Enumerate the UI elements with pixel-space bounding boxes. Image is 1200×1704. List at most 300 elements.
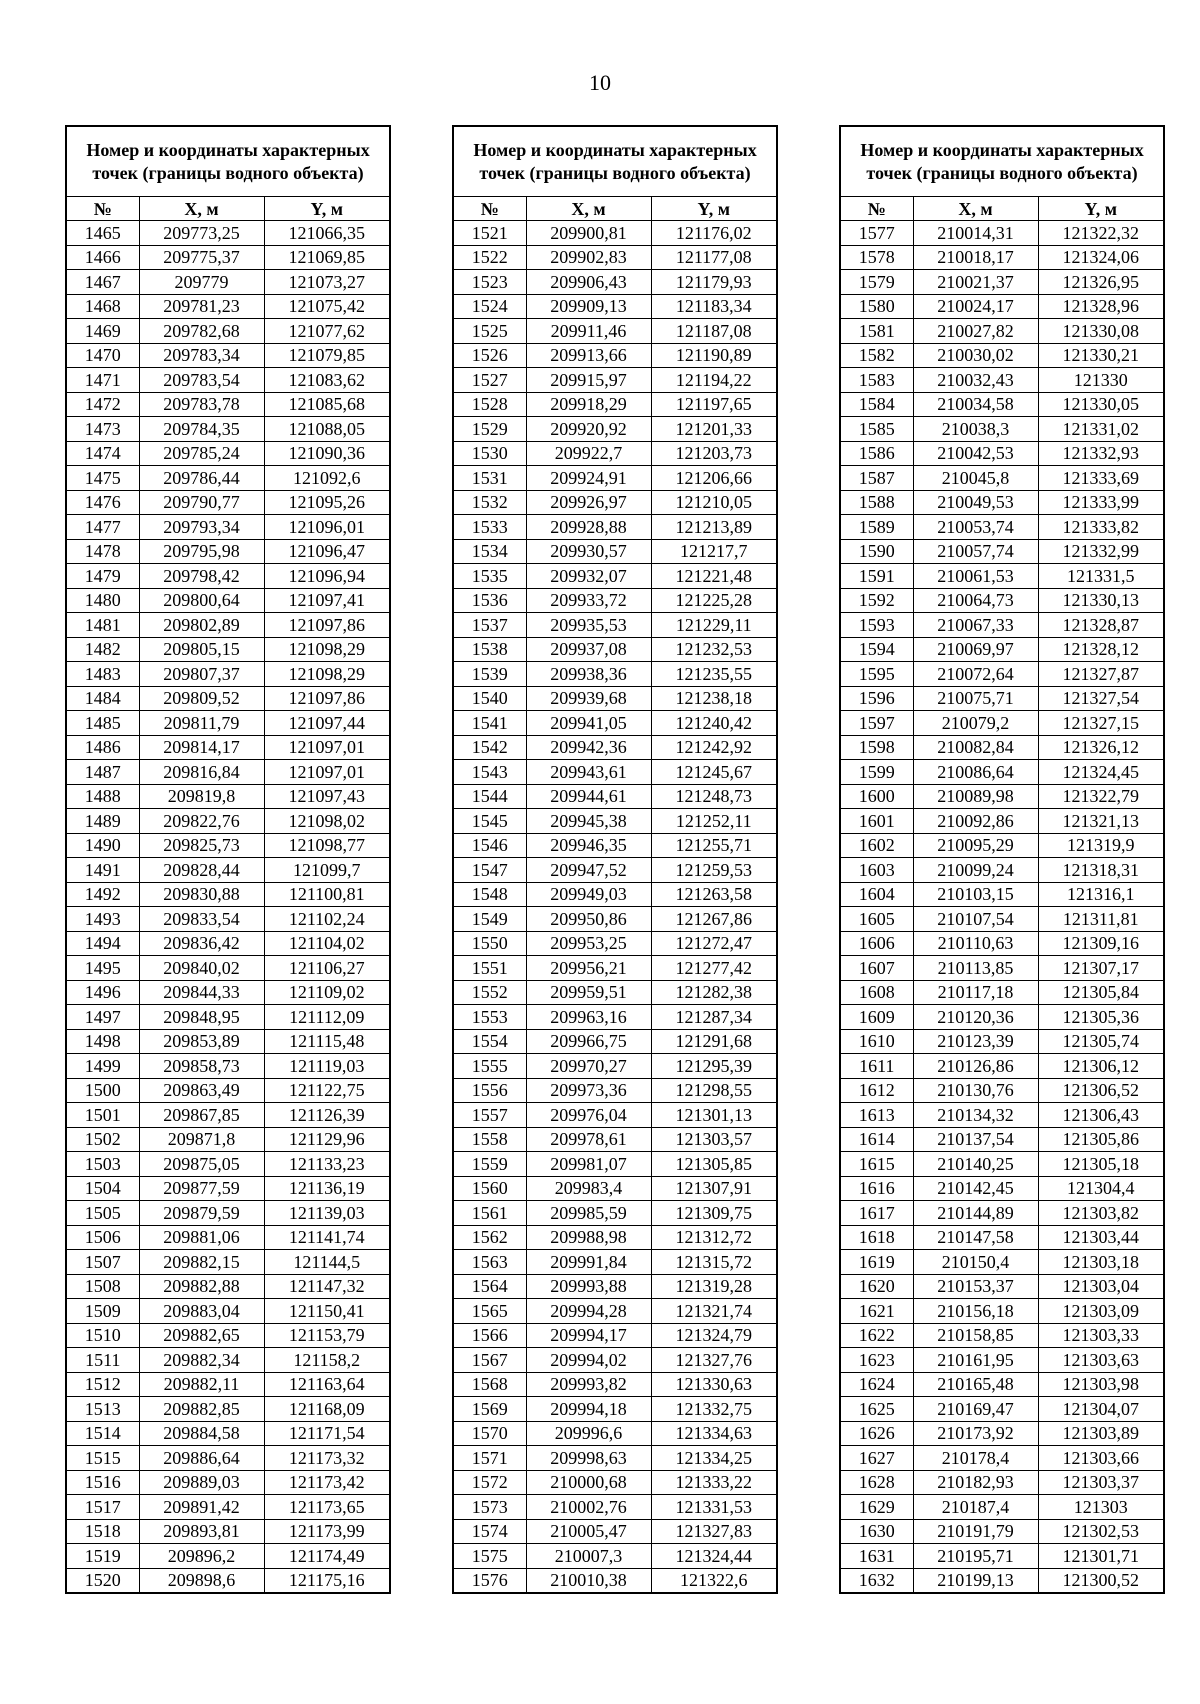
table-row [453, 1421, 777, 1446]
column-header-number: № [66, 197, 139, 221]
y-coordinate-cell: 121183,34 [651, 294, 777, 319]
table-row [453, 1152, 777, 1177]
x-coordinate-cell: 209844,33 [139, 980, 264, 1005]
table-row [453, 1274, 777, 1299]
table-row [66, 931, 390, 956]
table-row [840, 784, 1164, 809]
x-coordinate-cell: 210147,58 [913, 1225, 1038, 1250]
point-number-cell: 1567 [453, 1348, 526, 1373]
point-number-cell: 1580 [840, 294, 913, 319]
point-number-cell: 1623 [840, 1348, 913, 1373]
point-number-cell: 1581 [840, 319, 913, 344]
x-coordinate-cell: 210092,86 [913, 809, 1038, 834]
table-row [840, 270, 1164, 295]
table-row [66, 245, 390, 270]
point-number-cell: 1573 [453, 1495, 526, 1520]
point-number-cell: 1492 [66, 882, 139, 907]
table-row [66, 637, 390, 662]
table-row [453, 466, 777, 491]
x-coordinate-cell: 210072,64 [913, 662, 1038, 687]
point-number-cell: 1613 [840, 1103, 913, 1128]
y-coordinate-cell: 121232,53 [651, 637, 777, 662]
point-number-cell: 1493 [66, 907, 139, 932]
x-coordinate-cell: 210075,71 [913, 686, 1038, 711]
x-coordinate-cell: 209882,34 [139, 1348, 264, 1373]
x-coordinate-cell: 210144,89 [913, 1201, 1038, 1226]
x-coordinate-cell: 209879,59 [139, 1201, 264, 1226]
table-row [840, 662, 1164, 687]
point-number-cell: 1527 [453, 368, 526, 393]
y-coordinate-cell: 121303,82 [1038, 1201, 1164, 1226]
table-row [66, 221, 390, 246]
y-coordinate-cell: 121334,63 [651, 1421, 777, 1446]
table-row [453, 515, 777, 540]
x-coordinate-cell: 209811,79 [139, 711, 264, 736]
table-row [453, 1201, 777, 1226]
y-coordinate-cell: 121097,86 [264, 613, 390, 638]
x-coordinate-cell: 209809,52 [139, 686, 264, 711]
table-row [66, 1078, 390, 1103]
table-row [66, 686, 390, 711]
y-coordinate-cell: 121073,27 [264, 270, 390, 295]
x-coordinate-cell: 209993,82 [526, 1372, 651, 1397]
point-number-cell: 1589 [840, 515, 913, 540]
point-number-cell: 1587 [840, 466, 913, 491]
x-coordinate-cell: 209891,42 [139, 1495, 264, 1520]
point-number-cell: 1628 [840, 1470, 913, 1495]
x-coordinate-cell: 209783,78 [139, 392, 264, 417]
point-number-cell: 1555 [453, 1054, 526, 1079]
y-coordinate-cell: 121112,09 [264, 1005, 390, 1030]
table-row [453, 858, 777, 883]
table-row [66, 1323, 390, 1348]
table-row [66, 711, 390, 736]
y-coordinate-cell: 121330 [1038, 368, 1164, 393]
point-number-cell: 1600 [840, 784, 913, 809]
point-number-cell: 1564 [453, 1274, 526, 1299]
point-number-cell: 1612 [840, 1078, 913, 1103]
y-coordinate-cell: 121221,48 [651, 564, 777, 589]
table-row [66, 907, 390, 932]
point-number-cell: 1608 [840, 980, 913, 1005]
y-coordinate-cell: 121150,41 [264, 1299, 390, 1324]
x-coordinate-cell: 209833,54 [139, 907, 264, 932]
y-coordinate-cell: 121201,33 [651, 417, 777, 442]
table-row [66, 980, 390, 1005]
y-coordinate-cell: 121238,18 [651, 686, 777, 711]
point-number-cell: 1569 [453, 1397, 526, 1422]
coordinates-table-3 [839, 125, 1165, 1594]
x-coordinate-cell: 209882,15 [139, 1250, 264, 1275]
point-number-cell: 1479 [66, 564, 139, 589]
point-number-cell: 1520 [66, 1568, 139, 1593]
table-row [453, 588, 777, 613]
y-coordinate-cell: 121332,99 [1038, 539, 1164, 564]
x-coordinate-cell: 209978,61 [526, 1127, 651, 1152]
x-coordinate-cell: 209884,58 [139, 1421, 264, 1446]
table-body [66, 221, 390, 1594]
y-coordinate-cell: 121303,98 [1038, 1372, 1164, 1397]
x-coordinate-cell: 209913,66 [526, 343, 651, 368]
table-row [66, 539, 390, 564]
y-coordinate-cell: 121179,93 [651, 270, 777, 295]
point-number-cell: 1582 [840, 343, 913, 368]
point-number-cell: 1560 [453, 1176, 526, 1201]
y-coordinate-cell: 121322,79 [1038, 784, 1164, 809]
point-number-cell: 1615 [840, 1152, 913, 1177]
y-coordinate-cell: 121213,89 [651, 515, 777, 540]
column-header-x: X, м [139, 197, 264, 221]
point-number-cell: 1518 [66, 1519, 139, 1544]
point-number-cell: 1593 [840, 613, 913, 638]
x-coordinate-cell: 209853,89 [139, 1029, 264, 1054]
x-coordinate-cell: 209956,21 [526, 956, 651, 981]
y-coordinate-cell: 121333,99 [1038, 490, 1164, 515]
table-row [840, 1299, 1164, 1324]
y-coordinate-cell: 121333,22 [651, 1470, 777, 1495]
point-number-cell: 1565 [453, 1299, 526, 1324]
coordinates-table-1 [65, 125, 391, 1594]
y-coordinate-cell: 121330,13 [1038, 588, 1164, 613]
y-coordinate-cell: 121099,7 [264, 858, 390, 883]
table-row [453, 319, 777, 344]
table-row [840, 1544, 1164, 1569]
table-row [840, 1078, 1164, 1103]
table-row [840, 588, 1164, 613]
x-coordinate-cell: 210187,4 [913, 1495, 1038, 1520]
point-number-cell: 1471 [66, 368, 139, 393]
point-number-cell: 1618 [840, 1225, 913, 1250]
table-row [453, 1348, 777, 1373]
point-number-cell: 1507 [66, 1250, 139, 1275]
table-row [66, 1348, 390, 1373]
x-coordinate-cell: 210195,71 [913, 1544, 1038, 1569]
point-number-cell: 1629 [840, 1495, 913, 1520]
x-coordinate-cell: 209920,92 [526, 417, 651, 442]
column-header-number: № [840, 197, 913, 221]
x-coordinate-cell: 210140,25 [913, 1152, 1038, 1177]
x-coordinate-cell: 209830,88 [139, 882, 264, 907]
point-number-cell: 1508 [66, 1274, 139, 1299]
point-number-cell: 1476 [66, 490, 139, 515]
point-number-cell: 1576 [453, 1568, 526, 1593]
table-row [840, 760, 1164, 785]
x-coordinate-cell: 209959,51 [526, 980, 651, 1005]
y-coordinate-cell: 121098,29 [264, 662, 390, 687]
y-coordinate-cell: 121327,76 [651, 1348, 777, 1373]
point-number-cell: 1504 [66, 1176, 139, 1201]
x-coordinate-cell: 209893,81 [139, 1519, 264, 1544]
y-coordinate-cell: 121066,35 [264, 221, 390, 246]
y-coordinate-cell: 121171,54 [264, 1421, 390, 1446]
point-number-cell: 1540 [453, 686, 526, 711]
point-number-cell: 1489 [66, 809, 139, 834]
y-coordinate-cell: 121328,12 [1038, 637, 1164, 662]
table-row [453, 1544, 777, 1569]
y-coordinate-cell: 121088,05 [264, 417, 390, 442]
x-coordinate-cell: 210027,82 [913, 319, 1038, 344]
x-coordinate-cell: 210021,37 [913, 270, 1038, 295]
y-coordinate-cell: 121295,39 [651, 1054, 777, 1079]
point-number-cell: 1621 [840, 1299, 913, 1324]
table-row [66, 1005, 390, 1030]
x-coordinate-cell: 209928,88 [526, 515, 651, 540]
table-row [840, 1005, 1164, 1030]
point-number-cell: 1472 [66, 392, 139, 417]
y-coordinate-cell: 121115,48 [264, 1029, 390, 1054]
table-row [66, 392, 390, 417]
coordinates-table-2 [452, 125, 778, 1594]
x-coordinate-cell: 210107,54 [913, 907, 1038, 932]
x-coordinate-cell: 209816,84 [139, 760, 264, 785]
table-row [66, 1201, 390, 1226]
point-number-cell: 1485 [66, 711, 139, 736]
table-row [66, 1274, 390, 1299]
y-coordinate-cell: 121242,92 [651, 735, 777, 760]
table-title: Номер и координаты характерных точек (границы водного объекта) [66, 126, 390, 197]
y-coordinate-cell: 121301,13 [651, 1103, 777, 1128]
point-number-cell: 1578 [840, 245, 913, 270]
y-coordinate-cell: 121330,21 [1038, 343, 1164, 368]
y-coordinate-cell: 121324,45 [1038, 760, 1164, 785]
x-coordinate-cell: 210002,76 [526, 1495, 651, 1520]
x-coordinate-cell: 209807,37 [139, 662, 264, 687]
table-row [453, 980, 777, 1005]
table-row [840, 980, 1164, 1005]
x-coordinate-cell: 209883,04 [139, 1299, 264, 1324]
x-coordinate-cell: 209784,35 [139, 417, 264, 442]
table-row [453, 417, 777, 442]
table-row [453, 637, 777, 662]
table-body [840, 221, 1164, 1594]
table-row [840, 1225, 1164, 1250]
point-number-cell: 1535 [453, 564, 526, 589]
table-row [453, 564, 777, 589]
table-row [453, 956, 777, 981]
point-number-cell: 1538 [453, 637, 526, 662]
table-row [840, 294, 1164, 319]
point-number-cell: 1525 [453, 319, 526, 344]
x-coordinate-cell: 209966,75 [526, 1029, 651, 1054]
x-coordinate-cell: 210110,63 [913, 931, 1038, 956]
y-coordinate-cell: 121301,71 [1038, 1544, 1164, 1569]
table-row [840, 515, 1164, 540]
point-number-cell: 1561 [453, 1201, 526, 1226]
x-coordinate-cell: 209998,63 [526, 1446, 651, 1471]
y-coordinate-cell: 121331,02 [1038, 417, 1164, 442]
table-row [66, 784, 390, 809]
x-coordinate-cell: 210099,24 [913, 858, 1038, 883]
point-number-cell: 1539 [453, 662, 526, 687]
point-number-cell: 1592 [840, 588, 913, 613]
x-coordinate-cell: 209924,91 [526, 466, 651, 491]
x-coordinate-cell: 209983,4 [526, 1176, 651, 1201]
table-row [66, 441, 390, 466]
point-number-cell: 1590 [840, 539, 913, 564]
point-number-cell: 1550 [453, 931, 526, 956]
x-coordinate-cell: 209973,36 [526, 1078, 651, 1103]
table-row [66, 270, 390, 295]
point-number-cell: 1545 [453, 809, 526, 834]
x-coordinate-cell: 210153,37 [913, 1274, 1038, 1299]
y-coordinate-cell: 121259,53 [651, 858, 777, 883]
point-number-cell: 1591 [840, 564, 913, 589]
table-row [66, 1127, 390, 1152]
table-row [840, 1152, 1164, 1177]
x-coordinate-cell: 209775,37 [139, 245, 264, 270]
table-row [840, 711, 1164, 736]
y-coordinate-cell: 121302,53 [1038, 1519, 1164, 1544]
point-number-cell: 1585 [840, 417, 913, 442]
y-coordinate-cell: 121324,06 [1038, 245, 1164, 270]
y-coordinate-cell: 121187,08 [651, 319, 777, 344]
point-number-cell: 1505 [66, 1201, 139, 1226]
table-row [840, 637, 1164, 662]
y-coordinate-cell: 121326,95 [1038, 270, 1164, 295]
x-coordinate-cell: 210103,15 [913, 882, 1038, 907]
table-row [840, 539, 1164, 564]
table-row [840, 686, 1164, 711]
point-number-cell: 1566 [453, 1323, 526, 1348]
y-coordinate-cell: 121326,12 [1038, 735, 1164, 760]
point-number-cell: 1524 [453, 294, 526, 319]
table-title: Номер и координаты характерных точек (границы водного объекта) [453, 126, 777, 197]
table-row [453, 1176, 777, 1201]
y-coordinate-cell: 121291,68 [651, 1029, 777, 1054]
y-coordinate-cell: 121267,86 [651, 907, 777, 932]
table-row [453, 368, 777, 393]
table-row [453, 343, 777, 368]
x-coordinate-cell: 210173,92 [913, 1421, 1038, 1446]
x-coordinate-cell: 210042,53 [913, 441, 1038, 466]
table-row [66, 343, 390, 368]
point-number-cell: 1575 [453, 1544, 526, 1569]
y-coordinate-cell: 121303,44 [1038, 1225, 1164, 1250]
x-coordinate-cell: 209790,77 [139, 490, 264, 515]
x-coordinate-cell: 210061,53 [913, 564, 1038, 589]
point-number-cell: 1601 [840, 809, 913, 834]
point-number-cell: 1511 [66, 1348, 139, 1373]
y-coordinate-cell: 121330,63 [651, 1372, 777, 1397]
y-coordinate-cell: 121304,4 [1038, 1176, 1164, 1201]
point-number-cell: 1614 [840, 1127, 913, 1152]
point-number-cell: 1478 [66, 539, 139, 564]
point-number-cell: 1563 [453, 1250, 526, 1275]
y-coordinate-cell: 121328,96 [1038, 294, 1164, 319]
x-coordinate-cell: 210156,18 [913, 1299, 1038, 1324]
x-coordinate-cell: 209882,88 [139, 1274, 264, 1299]
table-row [66, 1372, 390, 1397]
x-coordinate-cell: 209779 [139, 270, 264, 295]
table-row [840, 490, 1164, 515]
x-coordinate-cell: 209867,85 [139, 1103, 264, 1128]
x-coordinate-cell: 210032,43 [913, 368, 1038, 393]
x-coordinate-cell: 209783,34 [139, 343, 264, 368]
y-coordinate-cell: 121190,89 [651, 343, 777, 368]
y-coordinate-cell: 121327,15 [1038, 711, 1164, 736]
y-coordinate-cell: 121303,89 [1038, 1421, 1164, 1446]
y-coordinate-cell: 121197,65 [651, 392, 777, 417]
x-coordinate-cell: 209970,27 [526, 1054, 651, 1079]
x-coordinate-cell: 210161,95 [913, 1348, 1038, 1373]
x-coordinate-cell: 209938,36 [526, 662, 651, 687]
x-coordinate-cell: 209991,84 [526, 1250, 651, 1275]
x-coordinate-cell: 209773,25 [139, 221, 264, 246]
x-coordinate-cell: 209937,08 [526, 637, 651, 662]
table-row [840, 392, 1164, 417]
x-coordinate-cell: 209953,25 [526, 931, 651, 956]
table-row [840, 1372, 1164, 1397]
point-number-cell: 1619 [840, 1250, 913, 1275]
y-coordinate-cell: 121322,6 [651, 1568, 777, 1593]
y-coordinate-cell: 121328,87 [1038, 613, 1164, 638]
table-row [453, 760, 777, 785]
point-number-cell: 1602 [840, 833, 913, 858]
x-coordinate-cell: 209946,35 [526, 833, 651, 858]
point-number-cell: 1568 [453, 1372, 526, 1397]
table-row [453, 392, 777, 417]
table-row [840, 858, 1164, 883]
x-coordinate-cell: 210079,2 [913, 711, 1038, 736]
y-coordinate-cell: 121312,72 [651, 1225, 777, 1250]
x-coordinate-cell: 209950,86 [526, 907, 651, 932]
table-row [453, 1495, 777, 1520]
x-coordinate-cell: 209800,64 [139, 588, 264, 613]
table-row [66, 1103, 390, 1128]
point-number-cell: 1554 [453, 1029, 526, 1054]
x-coordinate-cell: 209906,43 [526, 270, 651, 295]
table-row [453, 490, 777, 515]
point-number-cell: 1606 [840, 931, 913, 956]
point-number-cell: 1616 [840, 1176, 913, 1201]
x-coordinate-cell: 209882,65 [139, 1323, 264, 1348]
x-coordinate-cell: 210030,02 [913, 343, 1038, 368]
y-coordinate-cell: 121097,01 [264, 760, 390, 785]
table-row [840, 319, 1164, 344]
table-row [453, 1470, 777, 1495]
point-number-cell: 1584 [840, 392, 913, 417]
table-row [453, 711, 777, 736]
column-header-y: Y, м [1038, 197, 1164, 221]
y-coordinate-cell: 121287,34 [651, 1005, 777, 1030]
point-number-cell: 1541 [453, 711, 526, 736]
y-coordinate-cell: 121333,82 [1038, 515, 1164, 540]
point-number-cell: 1517 [66, 1495, 139, 1520]
point-number-cell: 1533 [453, 515, 526, 540]
y-coordinate-cell: 121309,75 [651, 1201, 777, 1226]
x-coordinate-cell: 209939,68 [526, 686, 651, 711]
y-coordinate-cell: 121334,25 [651, 1446, 777, 1471]
y-coordinate-cell: 121096,94 [264, 564, 390, 589]
y-coordinate-cell: 121327,87 [1038, 662, 1164, 687]
x-coordinate-cell: 210089,98 [913, 784, 1038, 809]
y-coordinate-cell: 121090,36 [264, 441, 390, 466]
x-coordinate-cell: 210067,33 [913, 613, 1038, 638]
y-coordinate-cell: 121104,02 [264, 931, 390, 956]
table-row [66, 490, 390, 515]
y-coordinate-cell: 121272,47 [651, 931, 777, 956]
point-number-cell: 1543 [453, 760, 526, 785]
x-coordinate-cell: 209848,95 [139, 1005, 264, 1030]
y-coordinate-cell: 121245,67 [651, 760, 777, 785]
point-number-cell: 1470 [66, 343, 139, 368]
table-row [840, 441, 1164, 466]
y-coordinate-cell: 121319,9 [1038, 833, 1164, 858]
table-row [453, 613, 777, 638]
y-coordinate-cell: 121079,85 [264, 343, 390, 368]
y-coordinate-cell: 121069,85 [264, 245, 390, 270]
table-row [840, 1103, 1164, 1128]
